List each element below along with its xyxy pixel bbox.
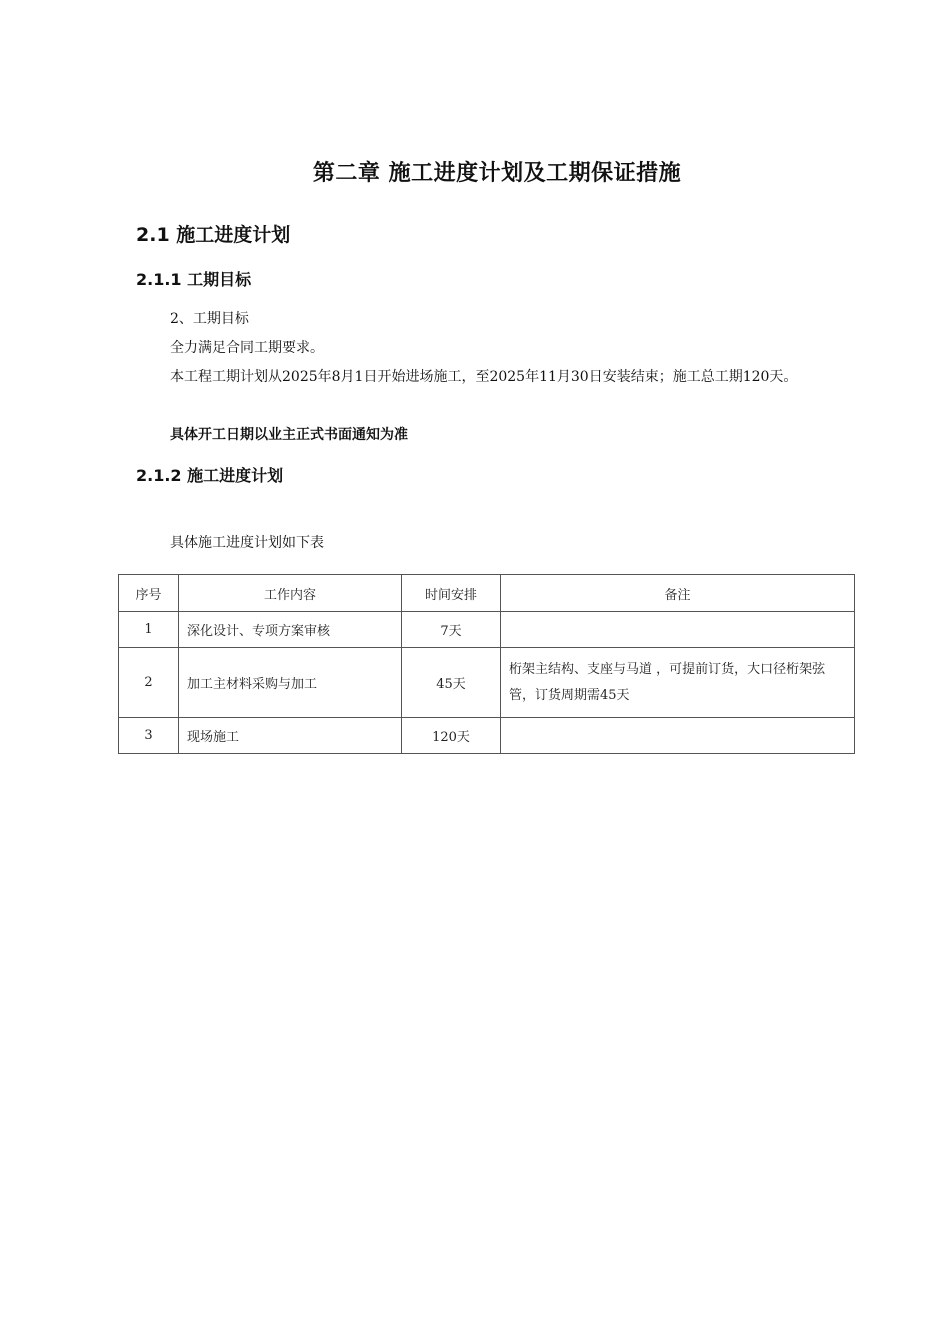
paragraph-start-date-note: 具体开工日期以业主正式书面通知为准 bbox=[170, 427, 408, 443]
schedule-table bbox=[118, 574, 855, 754]
cell-no: 2 bbox=[119, 648, 179, 718]
table-header-row bbox=[119, 575, 855, 612]
paragraph-schedule-dates: 本工程工期计划从2025年8月1日开始进场施工，至2025年11月30日安装结束；施工总工期120天。 bbox=[170, 369, 798, 385]
subsection-heading-duration-target: 2.1.1 工期目标 bbox=[136, 270, 252, 289]
header-time: 时间安排 bbox=[402, 575, 501, 612]
table-row bbox=[119, 648, 855, 718]
section-heading: 2.1 施工进度计划 bbox=[136, 224, 291, 246]
table-row bbox=[119, 612, 855, 648]
header-task: 工作内容 bbox=[179, 575, 402, 612]
cell-task: 加工主材料采购与加工 bbox=[179, 648, 402, 718]
cell-note bbox=[501, 612, 855, 648]
chapter-title: 第二章 施工进度计划及工期保证措施 bbox=[312, 161, 682, 186]
cell-task: 深化设计、专项方案审核 bbox=[179, 612, 402, 648]
cell-note bbox=[501, 718, 855, 754]
cell-no: 1 bbox=[119, 612, 179, 648]
table-row bbox=[119, 718, 855, 754]
paragraph-contract-requirement: 全力满足合同工期要求。 bbox=[170, 340, 324, 356]
cell-no: 3 bbox=[119, 718, 179, 754]
header-note: 备注 bbox=[501, 575, 855, 612]
paragraph-table-intro: 具体施工进度计划如下表 bbox=[170, 535, 324, 551]
cell-time: 120天 bbox=[402, 718, 501, 754]
cell-task: 现场施工 bbox=[179, 718, 402, 754]
subsection-heading-progress-plan: 2.1.2 施工进度计划 bbox=[136, 466, 284, 485]
cell-time: 45天 bbox=[402, 648, 501, 718]
cell-time: 7天 bbox=[402, 612, 501, 648]
cell-note: 桁架主结构、支座与马道 ，可提前订货，大口径桁架弦管，订货周期需45天 bbox=[501, 648, 855, 718]
item-label: 2、工期目标 bbox=[170, 311, 249, 327]
header-no: 序号 bbox=[119, 575, 179, 612]
